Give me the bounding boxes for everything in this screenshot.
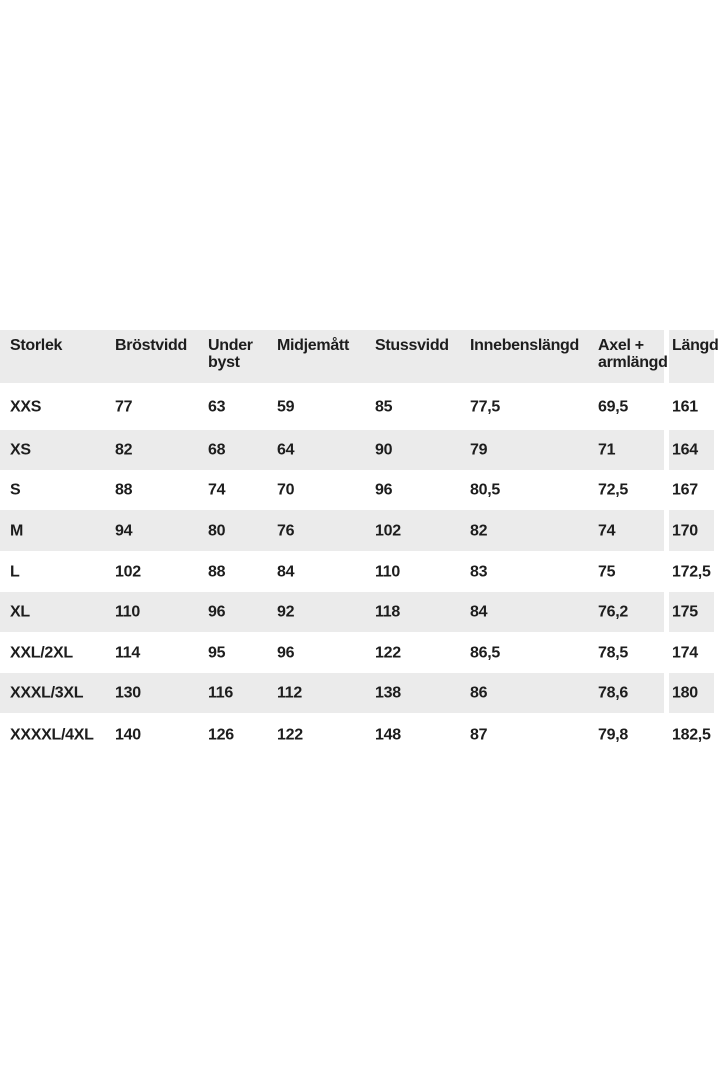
measurement-value: 74 xyxy=(208,481,226,499)
measurement-value: 172,5 xyxy=(672,563,711,580)
row-background xyxy=(0,592,664,632)
measurement-value: 164 xyxy=(672,441,698,459)
row-background xyxy=(0,713,664,757)
table-row xyxy=(0,430,720,470)
measurement-value: 79 xyxy=(470,441,488,459)
table-header-row xyxy=(0,330,720,383)
measurement-value: 170 xyxy=(672,522,698,539)
row-background xyxy=(0,510,664,551)
measurement-value: 122 xyxy=(277,726,303,744)
column-header-under-byst: Under byst xyxy=(208,337,253,371)
measurement-value: 174 xyxy=(672,644,698,661)
measurement-value: 77 xyxy=(115,398,133,415)
row-background xyxy=(0,430,664,470)
size-label: XXL/2XL xyxy=(10,644,73,661)
measurement-value: 182,5 xyxy=(672,726,711,744)
measurement-value: 86 xyxy=(470,684,488,702)
size-label: XXXL/3XL xyxy=(10,684,84,702)
table-row xyxy=(0,632,720,673)
measurement-value: 63 xyxy=(208,398,226,415)
measurement-value: 167 xyxy=(672,481,698,499)
measurement-value: 86,5 xyxy=(470,644,500,661)
measurement-value: 88 xyxy=(115,481,133,499)
measurement-value: 82 xyxy=(115,441,133,459)
row-background xyxy=(0,470,664,510)
row-background xyxy=(0,632,664,673)
table-row xyxy=(0,713,720,757)
measurement-value: 82 xyxy=(470,522,488,539)
table-row xyxy=(0,551,720,592)
table-row xyxy=(0,470,720,510)
measurement-value: 116 xyxy=(208,684,233,702)
measurement-value: 112 xyxy=(277,684,302,702)
size-label: S xyxy=(10,481,21,499)
measurement-value: 96 xyxy=(375,481,393,499)
measurement-value: 88 xyxy=(208,563,226,580)
column-header-storlek: Storlek xyxy=(10,337,63,354)
measurement-value: 180 xyxy=(672,684,698,702)
measurement-value: 95 xyxy=(208,644,226,661)
measurement-value: 59 xyxy=(277,398,295,415)
measurement-value: 79,8 xyxy=(598,726,628,744)
row-background xyxy=(0,673,664,713)
measurement-value: 74 xyxy=(598,522,616,539)
measurement-value: 78,6 xyxy=(598,684,628,702)
table-row xyxy=(0,673,720,713)
table-row xyxy=(0,592,720,632)
table-row xyxy=(0,510,720,551)
row-background xyxy=(0,383,664,430)
measurement-value: 161 xyxy=(672,398,698,415)
column-header-midjematt: Midjemått xyxy=(277,337,349,354)
measurement-value: 96 xyxy=(208,603,226,621)
measurement-value: 78,5 xyxy=(598,644,628,661)
measurement-value: 85 xyxy=(375,398,393,415)
size-table xyxy=(0,330,720,757)
size-label: M xyxy=(10,522,24,539)
measurement-value: 75 xyxy=(598,563,616,580)
measurement-value: 80,5 xyxy=(470,481,500,499)
measurement-value: 110 xyxy=(115,603,140,621)
column-header-innebenslangd: Innebenslängd xyxy=(470,337,579,354)
measurement-value: 175 xyxy=(672,603,698,621)
measurement-value: 118 xyxy=(375,603,400,621)
size-label: XXS xyxy=(10,398,42,415)
measurement-value: 87 xyxy=(470,726,488,744)
measurement-value: 148 xyxy=(375,726,401,744)
measurement-value: 90 xyxy=(375,441,393,459)
measurement-value: 68 xyxy=(208,441,226,459)
row-background xyxy=(0,551,664,592)
measurement-value: 114 xyxy=(115,644,140,661)
measurement-value: 70 xyxy=(277,481,295,499)
measurement-value: 96 xyxy=(277,644,295,661)
measurement-value: 64 xyxy=(277,441,295,459)
measurement-value: 110 xyxy=(375,563,400,580)
measurement-value: 76 xyxy=(277,522,295,539)
measurement-value: 140 xyxy=(115,726,141,744)
table-row xyxy=(0,383,720,430)
measurement-value: 84 xyxy=(470,603,488,621)
size-label: XXXXL/4XL xyxy=(10,726,94,744)
measurement-value: 130 xyxy=(115,684,141,702)
measurement-value: 71 xyxy=(598,441,616,459)
column-header-brostvidd: Bröstvidd xyxy=(115,337,187,354)
measurement-value: 138 xyxy=(375,684,401,702)
measurement-value: 80 xyxy=(208,522,226,539)
measurement-value: 94 xyxy=(115,522,133,539)
measurement-value: 72,5 xyxy=(598,481,628,499)
measurement-value: 122 xyxy=(375,644,401,661)
measurement-value: 77,5 xyxy=(470,398,500,415)
column-header-stussvidd: Stussvidd xyxy=(375,337,449,354)
size-label: XL xyxy=(10,603,30,621)
measurement-value: 102 xyxy=(115,563,141,580)
size-label: XS xyxy=(10,441,31,459)
column-header-langd: Längd xyxy=(672,337,719,354)
measurement-value: 92 xyxy=(277,603,295,621)
measurement-value: 69,5 xyxy=(598,398,628,415)
measurement-value: 84 xyxy=(277,563,295,580)
measurement-value: 126 xyxy=(208,726,234,744)
measurement-value: 102 xyxy=(375,522,401,539)
column-header-axel-armlangd: Axel + armlängd xyxy=(598,337,668,371)
size-label: L xyxy=(10,563,20,580)
measurement-value: 83 xyxy=(470,563,488,580)
measurement-value: 76,2 xyxy=(598,603,628,621)
